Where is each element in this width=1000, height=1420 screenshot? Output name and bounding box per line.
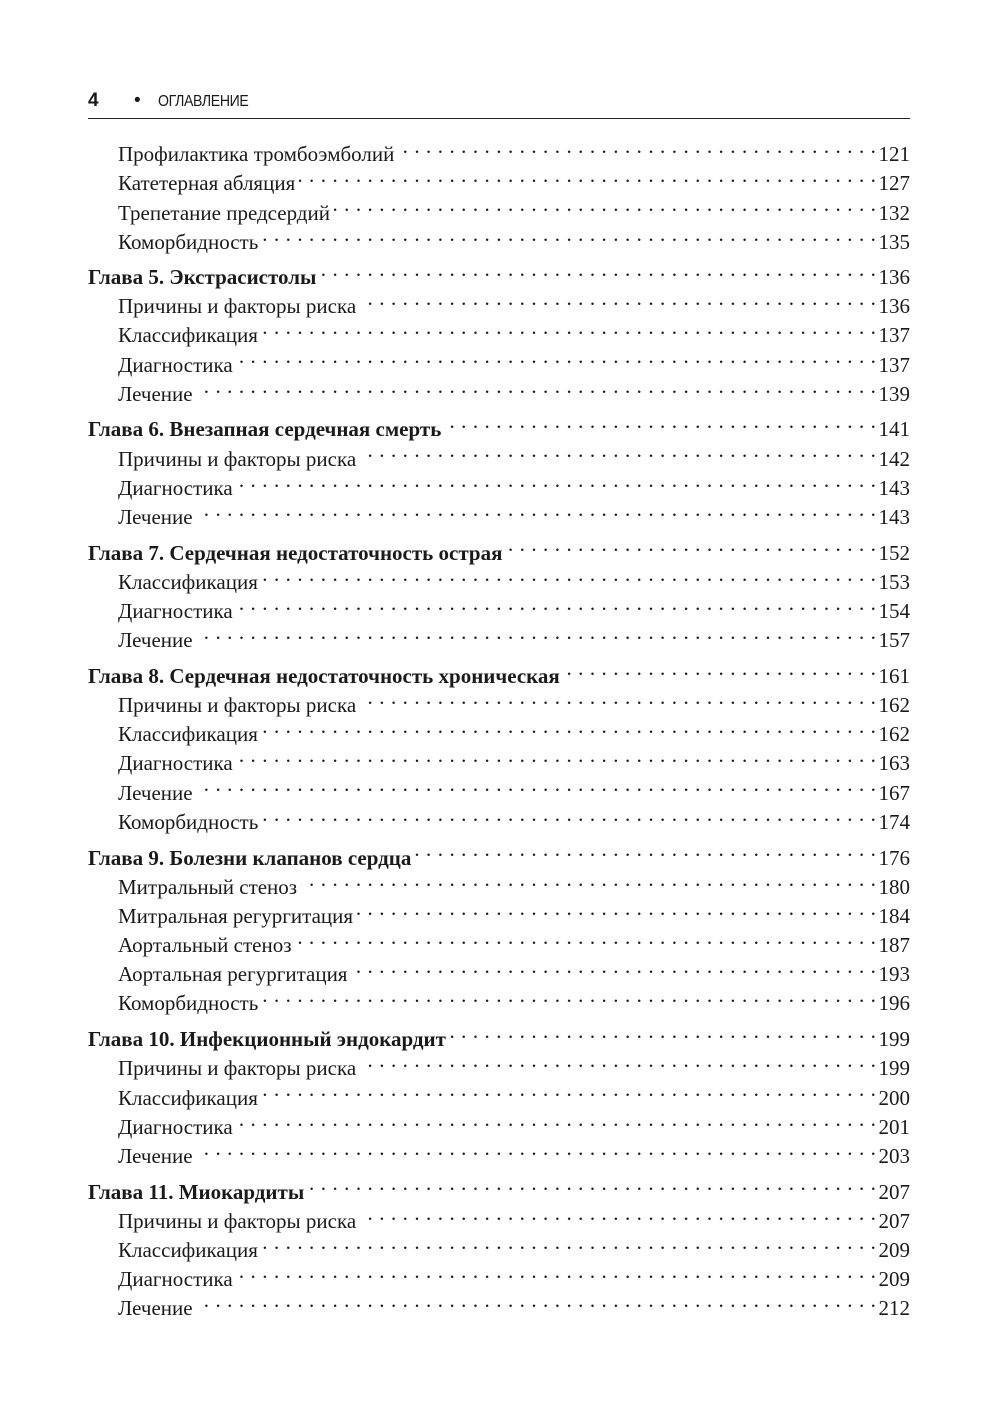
dot-leader <box>450 1017 877 1046</box>
toc-chapter-entry[interactable] <box>88 1017 910 1052</box>
dot-leader <box>445 407 876 436</box>
toc-section-entry[interactable] <box>88 800 910 834</box>
toc-section-entry[interactable] <box>88 342 910 377</box>
page-reference: 136 <box>878 294 910 319</box>
dot-leader <box>308 1169 876 1198</box>
page-reference: 152 <box>878 540 910 565</box>
toc-section-entry[interactable] <box>88 161 910 196</box>
section-title: Лечение <box>118 628 193 653</box>
section-title: Классификация <box>118 1085 258 1110</box>
section-title: Диагностика <box>118 751 233 776</box>
toc-section-entry[interactable] <box>88 1075 910 1110</box>
dot-leader <box>262 981 876 1010</box>
dot-leader <box>197 495 877 524</box>
toc-chapter-entry[interactable] <box>88 1169 910 1204</box>
page-reference: 199 <box>878 1027 910 1052</box>
section-title: Аортальный стеноз <box>118 933 292 958</box>
page-reference: 143 <box>878 475 910 500</box>
page-reference: 209 <box>878 1267 910 1292</box>
toc-section-entry[interactable] <box>88 865 910 899</box>
toc-chapter-entry[interactable] <box>88 407 910 442</box>
toc-section-entry[interactable] <box>88 190 910 225</box>
dot-leader <box>296 923 877 952</box>
page-reference: 207 <box>878 1179 910 1204</box>
toc-section-entry[interactable] <box>88 683 910 718</box>
page-reference: 132 <box>878 200 910 225</box>
toc-section-entry[interactable] <box>88 313 910 348</box>
dot-leader <box>360 683 876 712</box>
dot-leader <box>506 530 876 559</box>
toc-section-entry[interactable] <box>88 560 910 594</box>
page-reference: 187 <box>878 933 910 958</box>
toc-section-entry[interactable] <box>88 894 910 928</box>
toc-section-entry[interactable] <box>88 1199 910 1233</box>
toc-section-entry[interactable] <box>88 1046 910 1081</box>
page-reference: 201 <box>878 1114 910 1139</box>
dot-leader <box>262 712 877 741</box>
section-title: Лечение <box>118 1143 193 1168</box>
toc-section-entry[interactable] <box>88 284 910 319</box>
section-title: Коморбидность <box>118 809 259 834</box>
toc-section-entry[interactable] <box>88 923 910 958</box>
page-reference: 142 <box>878 446 910 471</box>
dot-leader <box>197 618 877 647</box>
dot-leader <box>197 372 877 401</box>
page-reference: 162 <box>878 722 910 747</box>
page-reference: 193 <box>878 962 910 987</box>
toc-section-entry[interactable] <box>88 741 910 776</box>
chapter-title: Глава 10. Инфекционный эндокардит <box>88 1027 446 1052</box>
section-title: Причины и факторы риска <box>118 446 357 471</box>
page-reference: 167 <box>878 780 910 805</box>
page-reference: 137 <box>878 352 910 377</box>
page-reference: 135 <box>878 229 910 254</box>
section-title: Коморбидность <box>118 229 259 254</box>
page-reference: 161 <box>878 663 910 688</box>
page-reference: 174 <box>878 809 910 834</box>
toc-section-entry[interactable] <box>88 981 910 1016</box>
section-title: Катетерная абляция <box>118 171 296 196</box>
dot-leader <box>415 835 876 864</box>
dot-leader <box>334 190 877 219</box>
section-title: Причины и факторы риска <box>118 294 357 319</box>
dot-leader <box>197 1286 877 1315</box>
page-reference: 163 <box>878 751 910 776</box>
dot-leader <box>237 1257 877 1286</box>
dot-leader <box>237 741 877 770</box>
section-title: Лечение <box>118 504 193 529</box>
dot-leader <box>262 800 876 829</box>
dot-leader <box>262 1228 877 1257</box>
chapter-title: Глава 11. Миокардиты <box>88 1179 305 1204</box>
section-title: Причины и факторы риска <box>118 1056 357 1081</box>
section-title: Диагностика <box>118 1114 233 1139</box>
section-title: Лечение <box>118 1296 193 1321</box>
dot-leader <box>351 952 876 981</box>
section-title: Причины и факторы риска <box>118 1208 357 1233</box>
page-reference: 200 <box>878 1085 910 1110</box>
section-title: Классификация <box>118 1237 258 1262</box>
toc-section-entry[interactable] <box>88 495 910 529</box>
toc-section-entry[interactable] <box>88 589 910 623</box>
page-reference: 180 <box>878 874 910 899</box>
section-title: Классификация <box>118 323 258 348</box>
dot-leader <box>197 1134 877 1163</box>
page-reference: 184 <box>878 903 910 928</box>
page-reference: 154 <box>878 599 910 623</box>
chapter-title: Глава 8. Сердечная недостаточность хроническая <box>88 663 560 688</box>
section-title: Аортальная регургитация <box>118 962 348 987</box>
page-reference: 162 <box>878 693 910 718</box>
dot-leader <box>360 1199 876 1228</box>
page-reference: 203 <box>878 1143 910 1168</box>
page-reference: 212 <box>878 1296 910 1321</box>
page-reference: 139 <box>878 381 910 406</box>
section-title: Митральный стеноз <box>118 874 298 899</box>
section-title: Классификация <box>118 722 258 747</box>
toc-section-entry[interactable] <box>88 1286 910 1321</box>
bullet-icon: • <box>134 90 141 111</box>
page-reference: 141 <box>878 417 910 442</box>
page-reference: 121 <box>878 142 910 167</box>
page-reference: 199 <box>878 1056 910 1081</box>
toc-section-entry[interactable] <box>88 1257 910 1292</box>
dot-leader <box>262 560 877 589</box>
toc-section-entry[interactable] <box>88 372 910 406</box>
section-title: Диагностика <box>118 599 233 623</box>
section-title: Причины и факторы риска <box>118 693 357 718</box>
page-reference: 209 <box>878 1237 910 1262</box>
toc-section-entry[interactable] <box>88 1228 910 1262</box>
section-title: Митральная регургитация <box>118 903 354 928</box>
section-title: Лечение <box>118 381 193 406</box>
page-number: 4 <box>88 90 99 111</box>
toc-section-entry[interactable] <box>88 132 910 167</box>
section-title: Диагностика <box>118 352 233 377</box>
chapter-title: Глава 7. Сердечная недостаточность острая <box>88 540 503 565</box>
dot-leader <box>299 161 876 190</box>
chapter-title: Глава 5. Экстрасистолы <box>88 264 317 289</box>
dot-leader <box>237 342 877 371</box>
page-reference: 143 <box>878 504 910 529</box>
dot-leader <box>197 770 877 799</box>
toc-chapter-entry[interactable] <box>88 530 910 565</box>
toc-section-entry[interactable] <box>88 1134 910 1168</box>
section-title: Профилактика тромбоэмболий <box>118 142 395 167</box>
page-reference: 196 <box>878 991 910 1016</box>
toc-section-entry[interactable] <box>88 712 910 747</box>
page-reference: 153 <box>878 569 910 594</box>
dot-leader <box>262 313 877 342</box>
dot-leader <box>301 865 876 894</box>
dot-leader <box>360 436 876 465</box>
dot-leader <box>320 255 876 284</box>
dot-leader <box>262 1075 877 1104</box>
running-title: ОГЛАВЛЕНИЕ <box>158 93 249 110</box>
page-reference: 136 <box>878 264 910 289</box>
page-reference: 127 <box>878 171 910 196</box>
chapter-title: Глава 6. Внезапная сердечная смерть <box>88 417 442 442</box>
table-of-contents <box>88 132 910 1321</box>
dot-leader <box>237 1105 877 1134</box>
section-title: Диагностика <box>118 1267 233 1292</box>
toc-chapter-entry[interactable] <box>88 654 910 688</box>
dot-leader <box>398 132 876 161</box>
dot-leader <box>237 589 877 618</box>
page-reference: 176 <box>878 845 910 870</box>
page-reference: 207 <box>878 1208 910 1233</box>
dot-leader <box>360 284 876 313</box>
toc-section-entry[interactable] <box>88 466 910 500</box>
toc-section-entry[interactable] <box>88 436 910 471</box>
toc-section-entry[interactable] <box>88 952 910 987</box>
section-title: Лечение <box>118 780 193 805</box>
toc-chapter-entry[interactable] <box>88 835 910 870</box>
page-reference: 157 <box>878 628 910 653</box>
chapter-title: Глава 9. Болезни клапанов сердца <box>88 845 412 870</box>
toc-section-entry[interactable] <box>88 1105 910 1139</box>
section-title: Классификация <box>118 569 258 594</box>
page-reference: 137 <box>878 323 910 348</box>
toc-section-entry[interactable] <box>88 618 910 653</box>
dot-leader <box>357 894 876 923</box>
toc-chapter-entry[interactable] <box>88 255 910 289</box>
toc-section-entry[interactable] <box>88 770 910 805</box>
section-title: Диагностика <box>118 475 233 500</box>
section-title: Трепетание предсердий <box>118 200 330 225</box>
dot-leader <box>360 1046 876 1075</box>
section-title: Коморбидность <box>118 991 259 1016</box>
dot-leader <box>262 220 876 249</box>
dot-leader <box>564 654 877 683</box>
toc-section-entry[interactable] <box>88 220 910 254</box>
running-header <box>88 88 910 119</box>
dot-leader <box>237 466 877 495</box>
